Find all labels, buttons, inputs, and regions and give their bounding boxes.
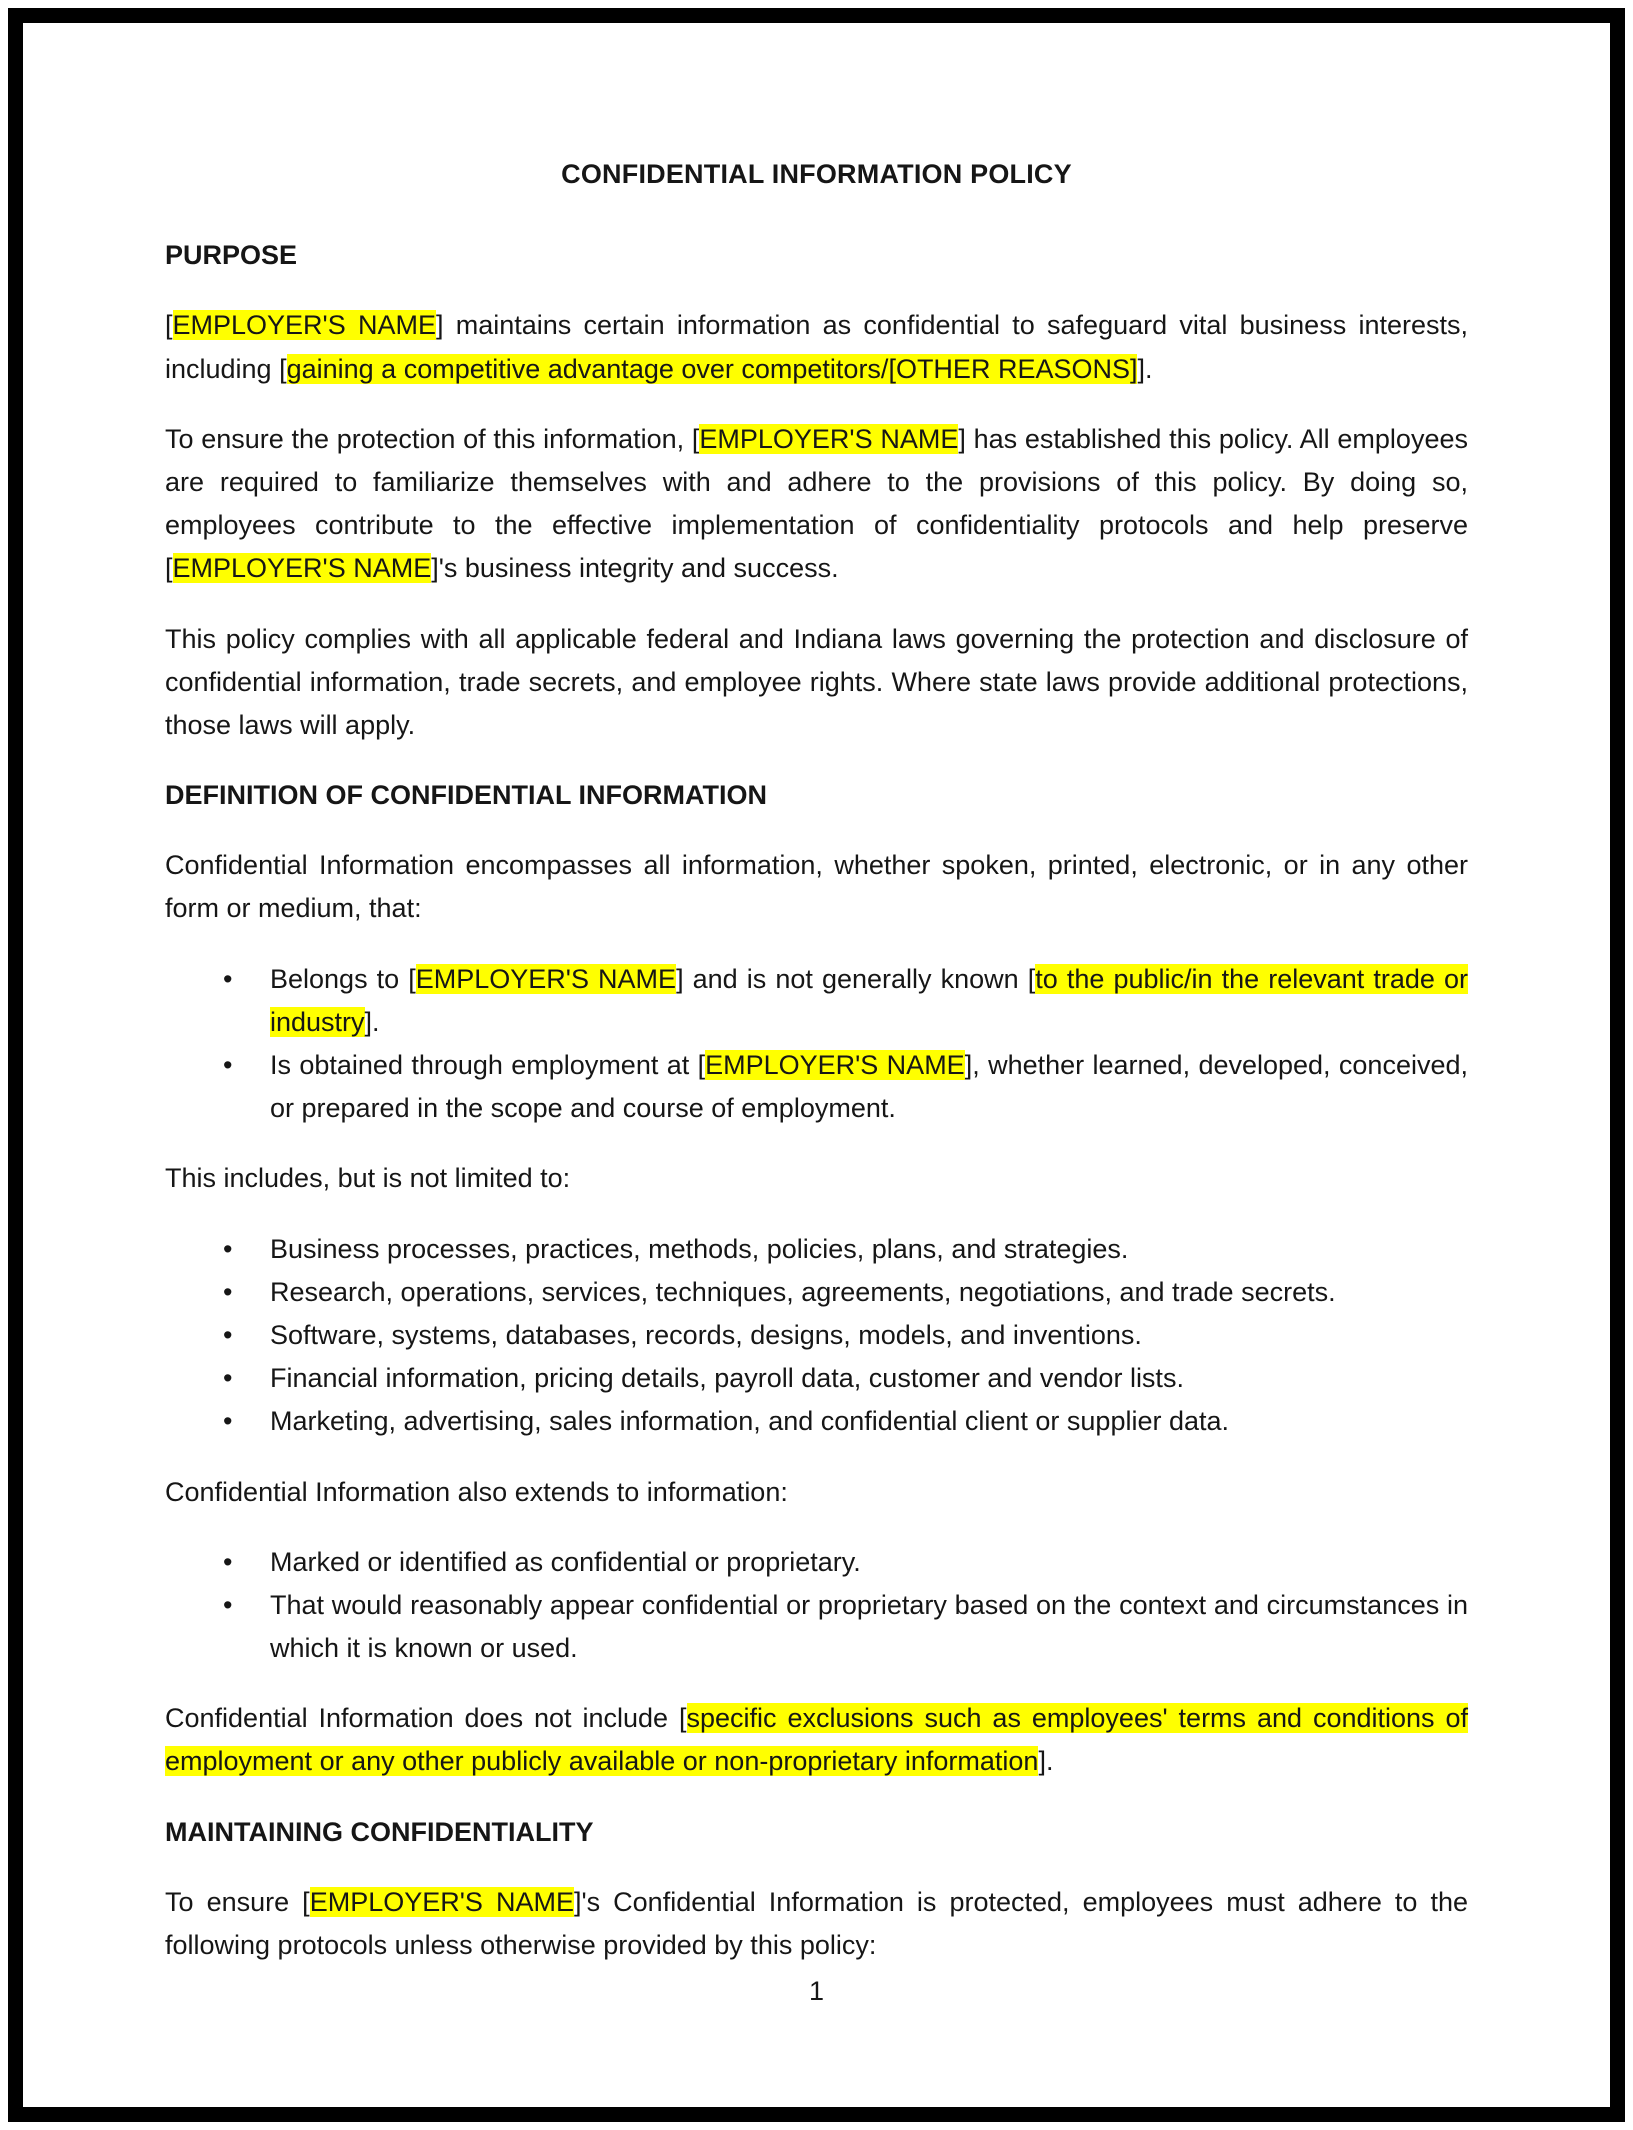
bullet-list-extends bbox=[165, 1541, 1468, 1671]
highlighted-text: to the public/in the relevant trade or industry bbox=[270, 963, 1469, 1037]
paragraph-extends-intro bbox=[165, 1471, 1468, 1514]
text-run: Is obtained through employment at [ bbox=[270, 1050, 706, 1080]
heading-maintaining bbox=[165, 1811, 1468, 1854]
text-run: Confidential Information does not include [ bbox=[165, 1703, 687, 1734]
document-page bbox=[8, 8, 1625, 2122]
paragraph-exclusions bbox=[165, 1697, 1468, 1783]
text-run: ]. bbox=[1038, 1746, 1054, 1777]
text-run: CONFIDENTIAL INFORMATION POLICY bbox=[561, 159, 1072, 189]
text-run: Marked or identified as confidential or proprietary. bbox=[270, 1546, 861, 1577]
text-run: ]'s Confidential Information is protected, employees must adhere to the following protocols unless otherwise provided by this policy: bbox=[165, 1886, 1469, 1960]
paragraph-includes-intro bbox=[165, 1157, 1468, 1200]
text-run: ] has established this policy. All employees are required to familiarize themselves with and adhere to the provisions of this policy. By doing so, employees contribute to the effective implementation of confidentiality protocols and help preserve [ bbox=[165, 423, 1468, 584]
text-run: ]. bbox=[364, 1006, 380, 1037]
text-run: To ensure [ bbox=[165, 1886, 310, 1917]
text-run: That would reasonably appear confidential or proprietary based on the context and circumstances in which it is known or used. bbox=[270, 1589, 1468, 1664]
text-run: DEFINITION OF CONFIDENTIAL INFORMATION bbox=[165, 780, 767, 811]
bullet-list-includes bbox=[165, 1228, 1468, 1444]
highlighted-text: EMPLOYER'S NAME bbox=[172, 553, 432, 584]
text-run: Confidential Information encompasses all information, whether spoken, printed, electronic, or in any other form or medium, that: bbox=[165, 850, 1468, 924]
bullet-item bbox=[165, 1228, 1468, 1271]
highlighted-text: gaining a competitive advantage over competitors/[OTHER REASONS] bbox=[286, 353, 1138, 384]
heading-purpose bbox=[165, 234, 1468, 277]
text-run: Marketing, advertising, sales information, and confidential client or supplier data. bbox=[270, 1406, 1230, 1437]
highlighted-text: EMPLOYER'S NAME bbox=[172, 310, 436, 341]
paragraph-definition-intro bbox=[165, 844, 1468, 930]
text-run: MAINTAINING CONFIDENTIALITY bbox=[165, 1816, 594, 1847]
text-run: PURPOSE bbox=[165, 240, 298, 271]
bullet-item bbox=[165, 1357, 1468, 1400]
bullet-item bbox=[165, 1314, 1468, 1357]
document-title bbox=[165, 153, 1468, 196]
text-run: ]'s business integrity and success. bbox=[431, 553, 839, 584]
page-footer bbox=[23, 1976, 1610, 2007]
paragraph-purpose-1 bbox=[165, 304, 1468, 390]
highlighted-text: specific exclusions such as employees' terms and conditions of employment or any other publicly available or non-proprietary information bbox=[165, 1703, 1469, 1777]
text-run: Financial information, pricing details, payroll data, customer and vendor lists. bbox=[270, 1363, 1184, 1394]
text-run: [ bbox=[165, 310, 173, 341]
heading-definition bbox=[165, 774, 1468, 817]
text-run: ]. bbox=[1137, 353, 1153, 384]
bullet-item bbox=[165, 958, 1468, 1044]
text-run: This policy complies with all applicable federal and Indiana laws governing the protection and disclosure of confidential information, trade secrets, and employee rights. Where state laws provide additional protections, those laws will apply. bbox=[165, 623, 1468, 740]
highlighted-text: EMPLOYER'S NAME bbox=[705, 1050, 965, 1080]
text-run: Belongs to [ bbox=[270, 963, 416, 994]
highlighted-text: EMPLOYER'S NAME bbox=[309, 1886, 574, 1917]
bullet-list-definition bbox=[165, 958, 1468, 1131]
text-run: To ensure the protection of this information, [ bbox=[165, 423, 700, 454]
bullet-item bbox=[165, 1584, 1468, 1670]
bullet-item bbox=[165, 1271, 1468, 1314]
page-number: 1 bbox=[808, 1976, 825, 2006]
bullet-item bbox=[165, 1400, 1468, 1443]
text-run: This includes, but is not limited to: bbox=[165, 1163, 571, 1194]
bullet-item bbox=[165, 1541, 1468, 1584]
highlighted-text: EMPLOYER'S NAME bbox=[415, 963, 677, 994]
paragraph-maintaining-intro bbox=[165, 1881, 1468, 1967]
bullet-item bbox=[165, 1044, 1468, 1130]
text-run: ], whether learned, developed, conceived, or prepared in the scope and course of employment. bbox=[270, 1050, 1469, 1124]
text-run: Business processes, practices, methods, policies, plans, and strategies. bbox=[270, 1233, 1129, 1264]
document-content bbox=[165, 153, 1468, 1994]
paragraph-purpose-2 bbox=[165, 418, 1468, 591]
text-run: Confidential Information also extends to information: bbox=[165, 1476, 788, 1507]
text-run: Research, operations, services, techniques, agreements, negotiations, and trade secrets. bbox=[270, 1276, 1336, 1307]
text-run: Software, systems, databases, records, designs, models, and inventions. bbox=[270, 1319, 1142, 1350]
text-run: ] maintains certain information as confidential to safeguard vital business interests, including [ bbox=[165, 310, 1468, 384]
text-run: ] and is not generally known [ bbox=[676, 963, 1036, 994]
paragraph-purpose-3 bbox=[165, 618, 1468, 748]
highlighted-text: EMPLOYER'S NAME bbox=[699, 423, 959, 454]
